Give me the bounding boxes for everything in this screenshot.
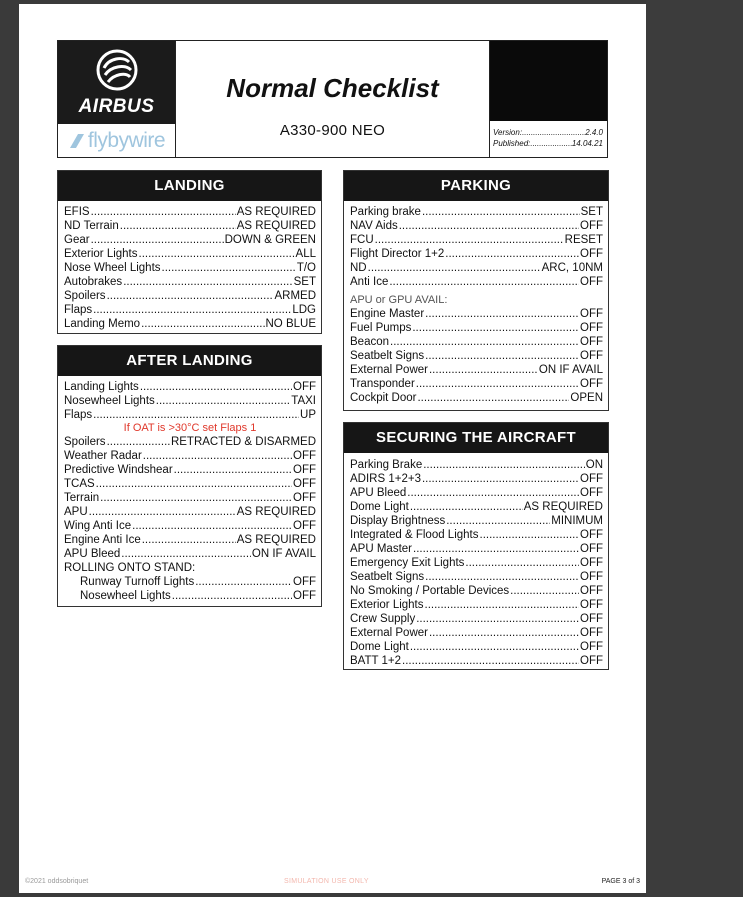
checklist-item-value: RESET — [564, 234, 603, 246]
parking-section — [343, 170, 609, 411]
checklist-row — [350, 528, 603, 542]
checklist-item-value: OFF — [580, 543, 603, 555]
checklist-row — [350, 349, 603, 363]
checklist-item-label: Gear — [64, 234, 90, 246]
published-leader — [530, 138, 572, 149]
dot-leader — [156, 394, 291, 408]
checklist-row — [350, 570, 603, 584]
dot-leader — [390, 335, 579, 349]
checklist-item-label: Cockpit Door — [350, 392, 417, 404]
dot-leader — [375, 233, 564, 247]
dot-leader — [422, 472, 579, 486]
after-landing-group-c — [64, 575, 316, 603]
checklist-row — [64, 303, 316, 317]
checklist-item-label: TCAS — [64, 478, 95, 490]
checklist-row — [350, 335, 603, 349]
checklist-row — [64, 247, 316, 261]
checklist-row — [350, 377, 603, 391]
checklist-item-value: MINIMUM — [551, 515, 603, 527]
landing-items — [58, 201, 321, 331]
dot-leader — [100, 491, 292, 505]
checklist-item-label: Engine Anti Ice — [64, 534, 141, 546]
checklist-row — [350, 275, 603, 289]
checklist-item-value: OFF — [293, 590, 316, 602]
checklist-item-label: Anti Ice — [350, 276, 389, 288]
checklist-item-label: Runway Turnoff Lights — [80, 576, 195, 588]
checklist-item-label: Dome Light — [350, 641, 409, 653]
checklist-row — [350, 556, 603, 570]
checklist-row — [350, 626, 603, 640]
checklist-item-label: Transponder — [350, 378, 415, 390]
checklist-item-value: OFF — [580, 655, 603, 667]
checklist-row — [350, 542, 603, 556]
checklist-row — [64, 394, 316, 408]
checklist-row — [350, 514, 603, 528]
checklist-item-label: Seatbelt Signs — [350, 571, 425, 583]
checklist-item-value: OFF — [580, 641, 603, 653]
dot-leader — [141, 317, 264, 331]
version-leader — [522, 127, 585, 138]
checklist-row — [350, 640, 603, 654]
dot-leader — [174, 463, 292, 477]
checklist-item-value: SET — [293, 276, 316, 288]
flybywire-icon — [68, 132, 86, 150]
dot-leader — [140, 380, 292, 394]
checklist-item-value: ON IF AVAIL — [538, 364, 603, 376]
checklist-row — [350, 598, 603, 612]
checklist-item-label: External Power — [350, 364, 428, 376]
checklist-row — [350, 472, 603, 486]
copyright-text: ©2021 oddsobriquet — [25, 878, 89, 885]
checklist-row — [64, 219, 316, 233]
checklist-item-label: Crew Supply — [350, 613, 416, 625]
version-info — [490, 121, 607, 149]
checklist-item-label: Engine Master — [350, 308, 425, 320]
checklist-item-label: Nose Wheel Lights — [64, 262, 161, 274]
landing-title: LANDING — [58, 171, 321, 201]
checklist-item-value: OFF — [580, 585, 603, 597]
checklist-item-label: Landing Memo — [64, 318, 141, 330]
airbus-wordmark: AIRBUS — [78, 96, 155, 117]
checklist-item-value: TAXI — [291, 395, 316, 407]
dot-leader — [429, 363, 538, 377]
checklist-item-label: BATT 1+2 — [350, 655, 402, 667]
flybywire-logo — [58, 124, 175, 158]
landing-section — [57, 170, 322, 334]
checklist-row — [64, 519, 316, 533]
checklist-item-value: DOWN & GREEN — [224, 234, 316, 246]
published-value: 14.04.21 — [571, 139, 603, 148]
checklist-row — [64, 477, 316, 491]
checklist-row — [64, 380, 316, 394]
checklist-item-label: APU — [64, 506, 88, 518]
dot-leader — [132, 519, 292, 533]
checklist-row — [64, 205, 316, 219]
checklist-row — [350, 584, 603, 598]
dot-leader — [410, 500, 523, 514]
checklist-item-label: ND Terrain — [64, 220, 119, 232]
checklist-row — [64, 533, 316, 547]
dot-leader — [422, 205, 580, 219]
dot-leader — [445, 247, 579, 261]
dot-leader — [429, 626, 579, 640]
apu-gpu-header: APU or GPU AVAIL: — [350, 294, 448, 306]
securing-items — [344, 453, 608, 668]
checklist-item-value: AS REQUIRED — [236, 206, 316, 218]
checklist-item-label: FCU — [350, 234, 374, 246]
parking-group-b — [350, 307, 603, 405]
checklist-row — [64, 463, 316, 477]
checklist-item-label: APU Bleed — [350, 487, 407, 499]
black-box — [490, 41, 607, 121]
checklist-item-label: APU Bleed — [64, 548, 121, 560]
checklist-item-value: ON — [585, 459, 603, 471]
checklist-item-label: ND — [350, 262, 367, 274]
page-number: PAGE 3 of 3 — [601, 878, 640, 885]
checklist-row — [350, 612, 603, 626]
dot-leader — [93, 408, 299, 422]
checklist-item-value: OFF — [580, 557, 603, 569]
dot-leader — [139, 247, 295, 261]
checklist-row — [64, 261, 316, 275]
checklist-row — [64, 505, 316, 519]
dot-leader — [416, 612, 579, 626]
checklist-row — [64, 289, 316, 303]
checklist-item-label: Exterior Lights — [350, 599, 424, 611]
checklist-item-value: OFF — [580, 627, 603, 639]
checklist-item-label: Autobrakes — [64, 276, 123, 288]
after-landing-group-a — [64, 380, 316, 422]
checklist-row — [350, 486, 603, 500]
checklist-item-label: Terrain — [64, 492, 100, 504]
checklist-item-value: OFF — [293, 520, 316, 532]
checklist-row — [350, 261, 603, 275]
checklist-item-value: AS REQUIRED — [236, 220, 316, 232]
checklist-item-label: Beacon — [350, 336, 390, 348]
dot-leader — [425, 307, 579, 321]
dot-leader — [107, 435, 170, 449]
checklist-item-value: OFF — [580, 571, 603, 583]
checklist-item-value: OFF — [580, 473, 603, 485]
checklist-row — [64, 317, 316, 331]
checklist-row — [64, 233, 316, 247]
checklist-row — [350, 654, 603, 668]
checklist-item-value: OFF — [580, 599, 603, 611]
title-cell — [176, 41, 490, 157]
dot-leader — [389, 275, 579, 289]
checklist-item-label: Weather Radar — [64, 450, 142, 462]
checklist-item-label: Fuel Pumps — [350, 322, 412, 334]
dot-leader — [195, 575, 292, 589]
checklist-item-label: ADIRS 1+2+3 — [350, 473, 421, 485]
checklist-item-value: OFF — [580, 529, 603, 541]
checklist-item-label: Parking brake — [350, 206, 421, 218]
securing-section — [343, 422, 609, 670]
logo-cell — [58, 41, 176, 157]
dot-leader — [402, 654, 579, 668]
checklist-row — [64, 408, 316, 422]
checklist-row — [64, 589, 316, 603]
checklist-row — [350, 391, 603, 405]
dot-leader — [143, 449, 292, 463]
checklist-item-label: EFIS — [64, 206, 90, 218]
checklist-item-value: OFF — [580, 350, 603, 362]
checklist-item-label: Nosewheel Lights — [64, 395, 155, 407]
dot-leader — [480, 528, 580, 542]
checklist-item-label: Exterior Lights — [64, 248, 138, 260]
rolling-onto-stand-label: ROLLING ONTO STAND: — [64, 562, 196, 574]
checklist-row — [64, 449, 316, 463]
dot-leader — [423, 458, 585, 472]
checklist-item-label: Display Brightness — [350, 515, 446, 527]
checklist-item-value: UP — [300, 409, 316, 421]
checklist-row — [64, 491, 316, 505]
checklist-item-label: Dome Light — [350, 501, 409, 513]
dot-leader — [425, 349, 579, 363]
checklist-item-value: OFF — [580, 276, 603, 288]
flybywire-wordmark: flybywire — [87, 129, 166, 152]
checklist-row — [64, 435, 316, 449]
checklist-row — [350, 363, 603, 377]
checklist-row — [350, 233, 603, 247]
watermark-text: SIMULATION USE ONLY — [284, 878, 369, 885]
page-title: Normal Checklist — [226, 73, 439, 103]
securing-title: SECURING THE AIRCRAFT — [344, 423, 608, 453]
dot-leader — [107, 289, 274, 303]
parking-group-a — [350, 205, 603, 289]
checklist-item-label: Integrated & Flood Lights — [350, 529, 479, 541]
dot-leader — [413, 542, 579, 556]
dot-leader — [162, 261, 296, 275]
checklist-row — [350, 247, 603, 261]
dot-leader — [91, 233, 224, 247]
dot-leader — [510, 584, 579, 598]
checklist-item-value: OFF — [293, 450, 316, 462]
checklist-item-label: Landing Lights — [64, 381, 139, 393]
checklist-item-value: OFF — [580, 336, 603, 348]
checklist-item-label: Spoilers — [64, 290, 106, 302]
checklist-item-label: Flaps — [64, 409, 93, 421]
document-page — [19, 4, 646, 893]
dot-leader — [446, 514, 550, 528]
checklist-item-value: SET — [580, 206, 603, 218]
checklist-item-value: OFF — [580, 248, 603, 260]
checklist-item-value: RETRACTED & DISARMED — [170, 436, 316, 448]
parking-items — [344, 201, 608, 405]
meta-cell — [490, 41, 607, 157]
dot-leader — [410, 640, 579, 654]
checklist-item-value: OFF — [293, 492, 316, 504]
parking-title: PARKING — [344, 171, 608, 201]
aircraft-subtitle: A330-900 NEO — [279, 122, 386, 139]
dot-leader — [121, 547, 251, 561]
checklist-item-value: OFF — [580, 378, 603, 390]
checklist-item-value: OFF — [293, 381, 316, 393]
flaps-note: If OAT is >30°C set Flaps 1 — [123, 422, 257, 434]
checklist-item-value: OFF — [580, 487, 603, 499]
checklist-item-value: ARC, 10NM — [541, 262, 603, 274]
dot-leader — [399, 219, 579, 233]
checklist-item-value: OFF — [293, 478, 316, 490]
checklist-item-value: OFF — [580, 613, 603, 625]
checklist-item-value: LDG — [292, 304, 316, 316]
dot-leader — [417, 391, 569, 405]
checklist-row — [350, 219, 603, 233]
checklist-item-label: Flaps — [64, 304, 93, 316]
dot-leader — [425, 570, 579, 584]
published-row — [493, 138, 603, 149]
dot-leader — [93, 303, 291, 317]
checklist-item-label: Predictive Windshear — [64, 464, 173, 476]
checklist-item-label: Seatbelt Signs — [350, 350, 425, 362]
dot-leader — [96, 477, 292, 491]
published-label: Published: — [493, 139, 531, 148]
checklist-item-value: ON IF AVAIL — [251, 548, 316, 560]
after-landing-items — [58, 376, 321, 603]
checklist-item-value: AS REQUIRED — [236, 534, 316, 546]
checklist-item-label: External Power — [350, 627, 428, 639]
dot-leader — [120, 219, 236, 233]
checklist-item-value: ALL — [295, 248, 316, 260]
checklist-item-value: OFF — [580, 220, 603, 232]
checklist-item-label: No Smoking / Portable Devices — [350, 585, 510, 597]
checklist-item-label: Emergency Exit Lights — [350, 557, 465, 569]
checklist-item-label: Parking Brake — [350, 459, 423, 471]
airbus-logo — [58, 41, 175, 124]
page-footer — [19, 872, 646, 893]
checklist-item-value: OFF — [580, 322, 603, 334]
checklist-item-label: Spoilers — [64, 436, 106, 448]
checklist-item-value: AS REQUIRED — [523, 501, 603, 513]
checklist-item-value: OFF — [293, 576, 316, 588]
checklist-row — [350, 321, 603, 335]
checklist-header — [57, 40, 608, 158]
dot-leader — [172, 589, 292, 603]
checklist-item-label: APU Master — [350, 543, 412, 555]
viewer-left-margin — [0, 0, 19, 897]
checklist-item-label: Wing Anti Ice — [64, 520, 132, 532]
checklist-item-value: OPEN — [570, 392, 603, 404]
checklist-item-label: Nosewheel Lights — [80, 590, 171, 602]
checklist-row — [350, 458, 603, 472]
checklist-item-value: AS REQUIRED — [236, 506, 316, 518]
dot-leader — [368, 261, 541, 275]
checklist-row — [350, 500, 603, 514]
dot-leader — [89, 505, 236, 519]
after-landing-title: AFTER LANDING — [58, 346, 321, 376]
checklist-row — [64, 547, 316, 561]
airbus-logo-icon — [95, 48, 139, 92]
dot-leader — [91, 205, 236, 219]
checklist-item-label: NAV Aids — [350, 220, 398, 232]
after-landing-section — [57, 345, 322, 607]
dot-leader — [465, 556, 579, 570]
checklist-item-value: NO BLUE — [265, 318, 316, 330]
version-row — [493, 127, 603, 138]
dot-leader — [425, 598, 579, 612]
version-label: Version: — [493, 128, 523, 137]
checklist-item-value: ARMED — [274, 290, 316, 302]
dot-leader — [407, 486, 579, 500]
checklist-item-value: OFF — [293, 464, 316, 476]
checklist-row — [350, 307, 603, 321]
checklist-item-label: Flight Director 1+2 — [350, 248, 445, 260]
checklist-row — [64, 275, 316, 289]
dot-leader — [142, 533, 236, 547]
viewer-right-margin — [646, 0, 743, 897]
dot-leader — [416, 377, 579, 391]
version-value: 2.4.0 — [585, 128, 603, 137]
checklist-item-value: OFF — [580, 308, 603, 320]
after-landing-group-b — [64, 435, 316, 561]
dot-leader — [412, 321, 579, 335]
dot-leader — [123, 275, 292, 289]
checklist-row — [64, 575, 316, 589]
checklist-item-value: T/O — [296, 262, 316, 274]
checklist-row — [350, 205, 603, 219]
